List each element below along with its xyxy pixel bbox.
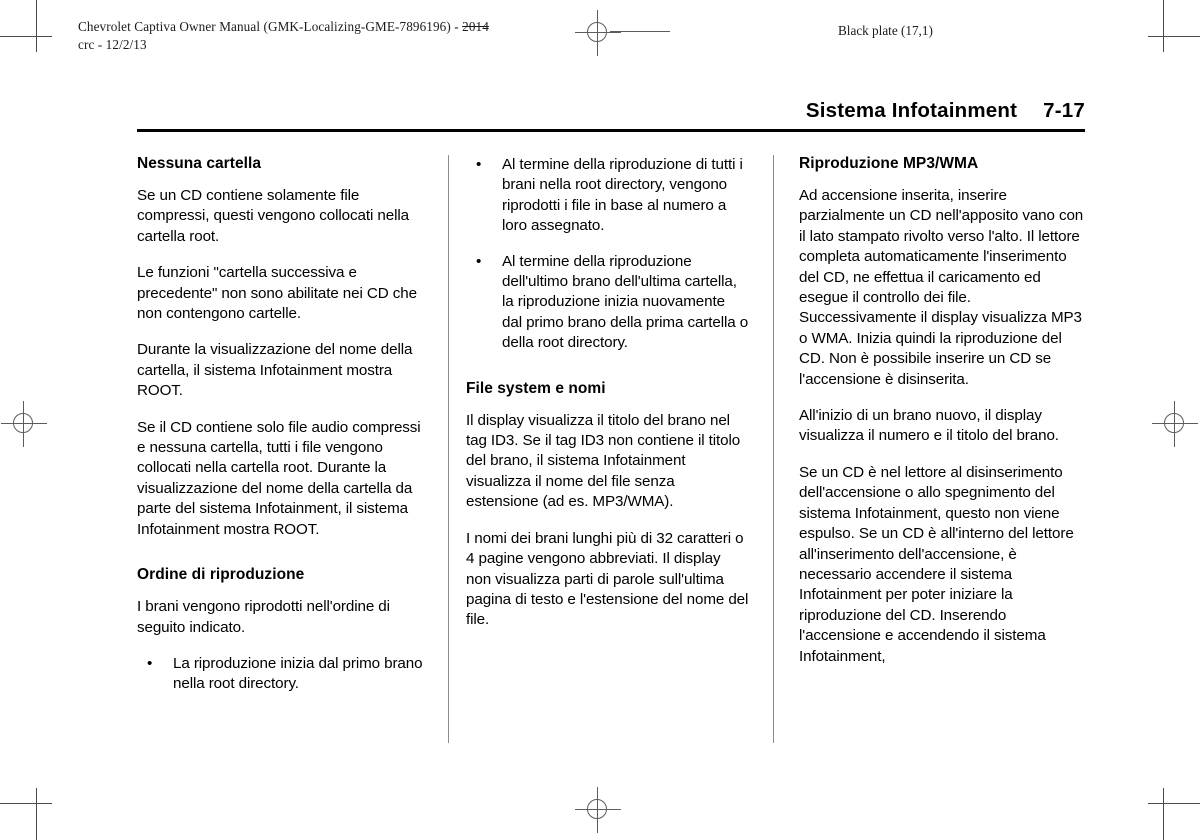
manual-header-line1-prefix: Chevrolet Captiva Owner Manual (GMK-Localizing-GME-7896196) - [78,19,463,34]
page-title: Sistema Infotainment [805,99,1018,122]
list-item [466,155,749,237]
registration-mark-top-icon [575,10,621,56]
crop-mark-top-left-horizontal [0,36,52,37]
registration-rule-stub [610,31,670,32]
paragraph-col1-5: I brani vengono riprodotti nell'ordine di seguito indicato. [137,598,390,636]
paragraph-col3-3: Se un CD è nel lettore al disinserimento dell'accensione o allo spegnimento del sistema Infotainment, questo non viene espulso. Se un CD è all'interno del lettore all'inserimento dell'accensione, è necessario accendere il sistema Infotainment per poter iniziare la riproduzione del CD. Inserendo l'accensione e accendendo il sistema Infotainment, [799,463,1074,665]
registration-mark-bottom-icon [575,787,621,833]
crop-mark-top-left-vertical [36,0,37,52]
paragraph-col1-2: Le funzioni "cartella successiva e precedente" non sono abilitate nei CD che non contengono cartelle. [137,264,417,323]
heading-riproduzione-mp3-wma: Riproduzione MP3/WMA [799,155,979,172]
black-plate-label: Black plate (17,1) [838,23,933,38]
column-2 [448,155,773,745]
paragraph-col3-2: All'inizio di un brano nuovo, il display visualizza il numero e il titolo del brano. [799,407,1059,445]
paragraph-col2-1: Il display visualizza il titolo del brano nel tag ID3. Se il tag ID3 non contiene il titolo del brano, il sistema Infotainment visualizza il nome del file senza estensione (ad es. MP3/WMA). [466,411,741,511]
manual-header [78,18,489,54]
registration-mark-left-icon [1,401,47,447]
column-1 [137,155,448,745]
crop-mark-top-right-vertical [1163,0,1164,52]
list-item-text: La riproduzione inizia dal primo brano nella root directory. [173,654,423,693]
list-item-text: Al termine della riproduzione dell'ultimo brano dell'ultima cartella, la riproduzione inizia nuovamente dal primo brano della prima cartella o della root directory. [502,252,749,352]
crop-mark-bottom-left-vertical [36,788,37,840]
bullet-list-col1 [137,654,424,695]
paragraph-col1-1: Se un CD contiene solamente file compressi, questi vengono collocati nella cartella root. [137,187,409,245]
page-title-row [137,99,1085,123]
list-item [466,252,749,354]
heading-ordine-di-riproduzione: Ordine di riproduzione [137,566,305,584]
crop-mark-bottom-right-horizontal [1148,803,1200,804]
column-3 [773,155,1085,745]
paragraph-col3-1: Ad accensione inserita, inserire parzialmente un CD nell'apposito vano con il lato stampato rivolto verso l'alto. Il lettore completa automaticamente l'inserimento del CD, ne effettua il caricamento ed esegue il controllo dei file. Successivamente il display visualizza MP3 o WMA. Inizia quindi la riproduzione del CD. Non è possibile inserire un CD se l'accensione è disinserita. [799,187,1084,388]
title-underline-rule [137,129,1085,132]
heading-nessuna-cartella: Nessuna cartella [137,155,262,172]
page-number: 7-17 [1043,99,1085,122]
bullet-list-col2 [466,155,749,354]
heading-file-system-e-nomi: File system e nomi [466,379,606,397]
manual-header-year: 2014 [462,19,489,34]
crop-mark-top-right-horizontal [1148,36,1200,37]
manual-header-line2: crc - 12/2/13 [78,37,147,52]
paragraph-col1-4: Se il CD contiene solo file audio compressi e nessuna cartella, tutti i file vengono collocati nella cartella root. Durante la visualizzazione del nome della cartella da parte del sistema Infotainment, il sistema Infotainment mostra ROOT. [137,418,421,538]
crop-mark-bottom-left-horizontal [0,803,52,804]
crop-mark-bottom-right-vertical [1163,788,1164,840]
registration-mark-right-icon [1152,401,1198,447]
bullet-dot-icon: • [147,654,153,672]
paragraph-col2-2: I nomi dei brani lunghi più di 32 caratteri o 4 pagine vengono abbreviati. Il display non visualizza parti di parole sull'ultima pagina di testo e l'estensione del nome del file. [466,529,749,629]
list-item [137,654,424,695]
list-item-text: Al termine della riproduzione di tutti i brani nella root directory, vengono riprodotti i file in base al numero a loro assegnato. [502,156,743,235]
content-columns [137,155,1085,745]
bullet-dot-icon: • [476,156,482,173]
paragraph-col1-3: Durante la visualizzazione del nome della cartella, il sistema Infotainment mostra ROOT. [137,341,413,400]
bullet-dot-icon: • [476,252,482,270]
